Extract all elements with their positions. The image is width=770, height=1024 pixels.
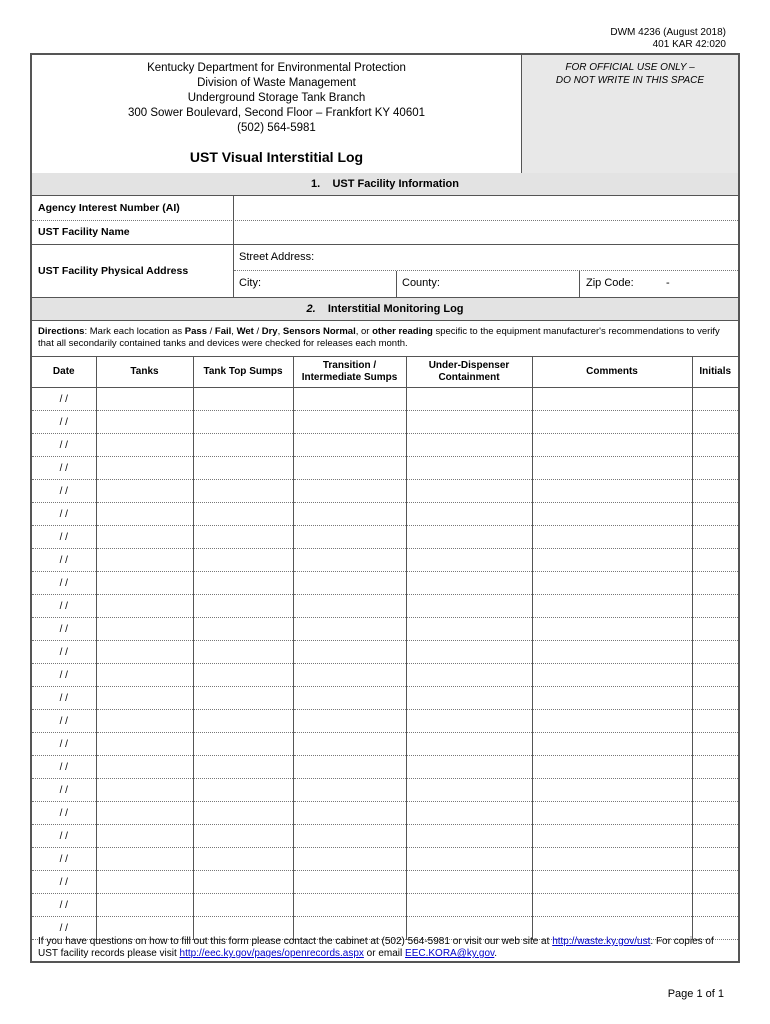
transition-sumps-cell[interactable] <box>293 480 406 503</box>
city-label: City: <box>239 277 261 289</box>
form-number-line1: DWM 4236 (August 2018) <box>610 27 726 38</box>
table-row <box>32 388 738 411</box>
directions-bold: Dry <box>261 326 278 337</box>
transition-sumps-cell[interactable] <box>293 457 406 480</box>
agency-interest-row <box>32 196 738 221</box>
tank-top-sumps-cell[interactable] <box>193 503 293 526</box>
tank-top-sumps-cell[interactable] <box>193 825 293 848</box>
date-cell[interactable]: / / <box>32 917 96 940</box>
form-frame <box>30 53 740 963</box>
tank-top-sumps-cell[interactable] <box>193 894 293 917</box>
date-cell[interactable]: / / <box>32 779 96 802</box>
table-row <box>32 710 738 733</box>
col-comments: Comments <box>532 357 692 388</box>
date-cell[interactable]: / / <box>32 388 96 411</box>
initials-cell[interactable] <box>692 756 738 779</box>
comments-cell[interactable] <box>532 595 692 618</box>
facility-name-field[interactable] <box>234 220 738 244</box>
date-cell[interactable]: / / <box>32 457 96 480</box>
under-dispenser-cell[interactable] <box>406 687 532 710</box>
comments-cell[interactable] <box>532 710 692 733</box>
col-tanks: Tanks <box>96 357 193 388</box>
tanks-cell[interactable] <box>96 894 193 917</box>
initials-cell[interactable] <box>692 894 738 917</box>
initials-cell[interactable] <box>692 825 738 848</box>
page-title: UST Visual Interstitial Log <box>189 149 364 165</box>
footer-text: If you have questions on how to fill out this form please contact the cabinet at (502) 564-5981 or visit our web site at <box>38 936 553 947</box>
initials-cell[interactable] <box>692 618 738 641</box>
tanks-cell[interactable] <box>96 664 193 687</box>
facility-name-label: UST Facility Name <box>38 226 130 238</box>
agency-interest-field[interactable] <box>234 196 738 220</box>
under-dispenser-cell[interactable] <box>406 595 532 618</box>
under-dispenser-cell[interactable] <box>406 641 532 664</box>
directions-text-part: , or <box>355 326 373 337</box>
col-dispenser-line1: Under-Dispenser <box>428 360 510 371</box>
table-row <box>32 503 738 526</box>
comments-cell[interactable] <box>532 825 692 848</box>
zip-code-field[interactable] <box>580 271 738 297</box>
table-row <box>32 825 738 848</box>
comments-cell[interactable] <box>532 756 692 779</box>
tanks-cell[interactable] <box>96 572 193 595</box>
section2-title: Interstitial Monitoring Log <box>327 303 464 315</box>
comments-cell[interactable] <box>532 871 692 894</box>
transition-sumps-cell[interactable] <box>293 595 406 618</box>
zip-code-separator: - <box>666 277 670 289</box>
zip-code-label: Zip Code: <box>586 277 634 289</box>
initials-cell[interactable] <box>692 733 738 756</box>
comments-cell[interactable] <box>532 388 692 411</box>
directions-text <box>38 326 734 350</box>
official-use-box <box>522 55 738 173</box>
tank-top-sumps-cell[interactable] <box>193 779 293 802</box>
tank-top-sumps-cell[interactable] <box>193 664 293 687</box>
transition-sumps-cell[interactable] <box>293 503 406 526</box>
directions-bold: Pass <box>184 326 207 337</box>
tanks-cell[interactable] <box>96 480 193 503</box>
comments-cell[interactable] <box>532 641 692 664</box>
directions-bold: Fail <box>214 326 232 337</box>
transition-sumps-cell[interactable] <box>293 802 406 825</box>
directions-bold: other reading <box>372 326 433 337</box>
col-under-dispenser <box>406 357 532 388</box>
official-use-line2: DO NOT WRITE IN THIS SPACE <box>555 75 705 86</box>
tank-top-sumps-cell[interactable] <box>193 480 293 503</box>
county-label: County: <box>402 277 440 289</box>
tanks-cell[interactable] <box>96 503 193 526</box>
tanks-cell[interactable] <box>96 411 193 434</box>
address-line: (502) 564-5981 <box>237 122 316 134</box>
tank-top-sumps-cell[interactable] <box>193 802 293 825</box>
transition-sumps-cell[interactable] <box>293 848 406 871</box>
tanks-cell[interactable] <box>96 779 193 802</box>
tank-top-sumps-cell[interactable] <box>193 733 293 756</box>
under-dispenser-cell[interactable] <box>406 572 532 595</box>
tank-top-sumps-cell[interactable] <box>193 618 293 641</box>
initials-cell[interactable] <box>692 664 738 687</box>
directions-text-part: specific to the equipment manufacturer's recommendations to verify that all secondarily contained tanks and devices were checked for releases each month. <box>38 326 720 349</box>
date-cell[interactable]: / / <box>32 595 96 618</box>
agency-address <box>32 61 521 136</box>
agency-interest-label: Agency Interest Number (AI) <box>38 202 180 214</box>
under-dispenser-cell[interactable] <box>406 664 532 687</box>
date-cell[interactable]: / / <box>32 526 96 549</box>
under-dispenser-cell[interactable] <box>406 411 532 434</box>
table-row <box>32 802 738 825</box>
directions-text-part: , <box>277 326 283 337</box>
comments-cell[interactable] <box>532 848 692 871</box>
table-row <box>32 756 738 779</box>
under-dispenser-cell[interactable] <box>406 871 532 894</box>
table-row <box>32 641 738 664</box>
comments-cell[interactable] <box>532 434 692 457</box>
initials-cell[interactable] <box>692 572 738 595</box>
under-dispenser-cell[interactable] <box>406 733 532 756</box>
date-cell[interactable]: / / <box>32 549 96 572</box>
date-cell[interactable]: / / <box>32 618 96 641</box>
tanks-cell[interactable] <box>96 733 193 756</box>
directions-text-part: : Mark each location as <box>84 326 185 337</box>
initials-cell[interactable] <box>692 641 738 664</box>
date-cell[interactable]: / / <box>32 802 96 825</box>
directions-bold: Wet <box>236 326 254 337</box>
col-date: Date <box>32 357 96 388</box>
table-row <box>32 457 738 480</box>
section1-header <box>32 173 738 196</box>
tank-top-sumps-cell[interactable] <box>193 572 293 595</box>
tanks-cell[interactable] <box>96 756 193 779</box>
initials-cell[interactable] <box>692 480 738 503</box>
table-row <box>32 871 738 894</box>
initials-cell[interactable] <box>692 595 738 618</box>
date-cell[interactable]: / / <box>32 641 96 664</box>
transition-sumps-cell[interactable] <box>293 733 406 756</box>
comments-cell[interactable] <box>532 687 692 710</box>
under-dispenser-cell[interactable] <box>406 710 532 733</box>
comments-cell[interactable] <box>532 503 692 526</box>
log-body <box>32 388 738 940</box>
tank-top-sumps-cell[interactable] <box>193 411 293 434</box>
table-row <box>32 411 738 434</box>
tanks-cell[interactable] <box>96 434 193 457</box>
comments-cell[interactable] <box>532 411 692 434</box>
transition-sumps-cell[interactable] <box>293 825 406 848</box>
comments-cell[interactable] <box>532 480 692 503</box>
under-dispenser-cell[interactable] <box>406 848 532 871</box>
transition-sumps-cell[interactable] <box>293 434 406 457</box>
comments-cell[interactable] <box>532 526 692 549</box>
open-records-link[interactable]: http://eec.ky.gov/pages/openrecords.aspx <box>179 948 364 959</box>
transition-sumps-cell[interactable] <box>293 687 406 710</box>
under-dispenser-cell[interactable] <box>406 434 532 457</box>
transition-sumps-cell[interactable] <box>293 779 406 802</box>
comments-cell[interactable] <box>532 618 692 641</box>
under-dispenser-cell[interactable] <box>406 779 532 802</box>
col-tank-top-sumps: Tank Top Sumps <box>193 357 293 388</box>
address-line: Underground Storage Tank Branch <box>187 92 366 104</box>
waste-site-link[interactable]: http://waste.ky.gov/ust <box>552 936 651 947</box>
form-number <box>610 27 726 51</box>
under-dispenser-cell[interactable] <box>406 802 532 825</box>
transition-sumps-cell[interactable] <box>293 572 406 595</box>
transition-sumps-cell[interactable] <box>293 618 406 641</box>
directions-bold: Sensors Normal <box>282 326 356 337</box>
initials-cell[interactable] <box>692 503 738 526</box>
date-cell[interactable]: / / <box>32 480 96 503</box>
table-row <box>32 434 738 457</box>
date-cell[interactable]: / / <box>32 572 96 595</box>
date-cell[interactable]: / / <box>32 825 96 848</box>
tanks-cell[interactable] <box>96 802 193 825</box>
transition-sumps-cell[interactable] <box>293 664 406 687</box>
county-field[interactable] <box>397 271 579 297</box>
under-dispenser-cell[interactable] <box>406 526 532 549</box>
tank-top-sumps-cell[interactable] <box>193 641 293 664</box>
date-cell[interactable]: / / <box>32 687 96 710</box>
table-row <box>32 664 738 687</box>
official-use-line1: FOR OFFICIAL USE ONLY – <box>565 62 695 73</box>
tanks-cell[interactable] <box>96 595 193 618</box>
tank-top-sumps-cell[interactable] <box>193 687 293 710</box>
facility-name-row <box>32 220 738 245</box>
date-cell[interactable]: / / <box>32 434 96 457</box>
table-row <box>32 480 738 503</box>
table-row <box>32 848 738 871</box>
tanks-cell[interactable] <box>96 848 193 871</box>
table-row <box>32 687 738 710</box>
initials-cell[interactable] <box>692 871 738 894</box>
date-cell[interactable]: / / <box>32 848 96 871</box>
page-number: Page 1 of 1 <box>667 988 724 1000</box>
street-address-label: Street Address: <box>239 251 315 263</box>
transition-sumps-cell[interactable] <box>293 641 406 664</box>
directions-text-part: / <box>253 326 262 337</box>
table-row <box>32 618 738 641</box>
table-row <box>32 894 738 917</box>
comments-cell[interactable] <box>532 733 692 756</box>
footer-text: . <box>494 948 498 959</box>
directions-lead: Directions <box>38 326 85 337</box>
tanks-cell[interactable] <box>96 549 193 572</box>
tanks-cell[interactable] <box>96 641 193 664</box>
transition-sumps-cell[interactable] <box>293 710 406 733</box>
transition-sumps-cell[interactable] <box>293 756 406 779</box>
directions-text-part: / <box>206 326 215 337</box>
initials-cell[interactable] <box>692 434 738 457</box>
tanks-cell[interactable] <box>96 388 193 411</box>
initials-cell[interactable] <box>692 411 738 434</box>
tanks-cell[interactable] <box>96 526 193 549</box>
table-row <box>32 595 738 618</box>
tank-top-sumps-cell[interactable] <box>193 871 293 894</box>
transition-sumps-cell[interactable] <box>293 894 406 917</box>
footer-text: or email <box>363 948 406 959</box>
col-dispenser-line2: Containment <box>438 372 500 383</box>
under-dispenser-cell[interactable] <box>406 388 532 411</box>
transition-sumps-cell[interactable] <box>293 411 406 434</box>
transition-sumps-cell[interactable] <box>293 549 406 572</box>
tank-top-sumps-cell[interactable] <box>193 526 293 549</box>
form-number-line2: 401 KAR 42:020 <box>652 39 726 50</box>
city-field[interactable] <box>234 271 396 297</box>
transition-sumps-cell[interactable] <box>293 526 406 549</box>
date-cell[interactable]: / / <box>32 894 96 917</box>
email-link[interactable]: EEC.KORA@ky.gov <box>405 948 495 959</box>
date-cell[interactable]: / / <box>32 664 96 687</box>
tank-top-sumps-cell[interactable] <box>193 595 293 618</box>
under-dispenser-cell[interactable] <box>406 894 532 917</box>
section2-number: 2. <box>306 303 316 315</box>
under-dispenser-cell[interactable] <box>406 549 532 572</box>
section1-title: UST Facility Information <box>332 178 459 190</box>
tanks-cell[interactable] <box>96 618 193 641</box>
col-transition-line1: Transition / <box>322 360 377 371</box>
col-initials: Initials <box>692 357 738 388</box>
agency-block <box>32 55 522 173</box>
initials-cell[interactable] <box>692 687 738 710</box>
address-line: 300 Sower Boulevard, Second Floor – Frankfort KY 40601 <box>127 107 426 119</box>
under-dispenser-cell[interactable] <box>406 480 532 503</box>
tank-top-sumps-cell[interactable] <box>193 756 293 779</box>
col-transition-sumps <box>293 357 406 388</box>
comments-cell[interactable] <box>532 779 692 802</box>
table-row <box>32 779 738 802</box>
date-cell[interactable]: / / <box>32 710 96 733</box>
tanks-cell[interactable] <box>96 710 193 733</box>
directions-text-part: , <box>231 326 237 337</box>
section1-number: 1. <box>311 178 321 190</box>
comments-cell[interactable] <box>532 802 692 825</box>
tank-top-sumps-cell[interactable] <box>193 549 293 572</box>
table-row <box>32 549 738 572</box>
under-dispenser-cell[interactable] <box>406 825 532 848</box>
initials-cell[interactable] <box>692 457 738 480</box>
table-row <box>32 572 738 595</box>
facility-address-row <box>32 245 738 297</box>
date-cell[interactable]: / / <box>32 733 96 756</box>
tank-top-sumps-cell[interactable] <box>193 388 293 411</box>
address-line: Division of Waste Management <box>197 77 356 89</box>
under-dispenser-cell[interactable] <box>406 457 532 480</box>
under-dispenser-cell[interactable] <box>406 503 532 526</box>
section2-header <box>32 297 738 321</box>
tank-top-sumps-cell[interactable] <box>193 710 293 733</box>
tanks-cell[interactable] <box>96 457 193 480</box>
tanks-cell[interactable] <box>96 687 193 710</box>
comments-cell[interactable] <box>532 549 692 572</box>
date-cell[interactable]: / / <box>32 871 96 894</box>
initials-cell[interactable] <box>692 526 738 549</box>
under-dispenser-cell[interactable] <box>406 618 532 641</box>
comments-cell[interactable] <box>532 894 692 917</box>
comments-cell[interactable] <box>532 572 692 595</box>
initials-cell[interactable] <box>692 388 738 411</box>
footer-note <box>38 936 734 960</box>
col-transition-line2: Intermediate Sumps <box>301 372 398 383</box>
street-address-field[interactable] <box>234 245 738 271</box>
tank-top-sumps-cell[interactable] <box>193 434 293 457</box>
date-cell[interactable]: / / <box>32 756 96 779</box>
footer-text: . For copies of UST facility records please visit <box>38 936 714 959</box>
initials-cell[interactable] <box>692 710 738 733</box>
date-cell[interactable]: / / <box>32 503 96 526</box>
table-row <box>32 733 738 756</box>
initials-cell[interactable] <box>692 802 738 825</box>
tank-top-sumps-cell[interactable] <box>193 457 293 480</box>
table-row <box>32 526 738 549</box>
initials-cell[interactable] <box>692 779 738 802</box>
initials-cell[interactable] <box>692 848 738 871</box>
under-dispenser-cell[interactable] <box>406 756 532 779</box>
initials-cell[interactable] <box>692 549 738 572</box>
table-header-row <box>32 357 738 388</box>
transition-sumps-cell[interactable] <box>293 388 406 411</box>
form-header <box>32 55 738 174</box>
tanks-cell[interactable] <box>96 825 193 848</box>
monitoring-log-table <box>32 356 738 940</box>
comments-cell[interactable] <box>532 457 692 480</box>
address-line: Kentucky Department for Environmental Protection <box>147 62 406 74</box>
transition-sumps-cell[interactable] <box>293 871 406 894</box>
comments-cell[interactable] <box>532 664 692 687</box>
facility-address-label: UST Facility Physical Address <box>38 265 189 277</box>
tanks-cell[interactable] <box>96 871 193 894</box>
tank-top-sumps-cell[interactable] <box>193 848 293 871</box>
date-cell[interactable]: / / <box>32 411 96 434</box>
